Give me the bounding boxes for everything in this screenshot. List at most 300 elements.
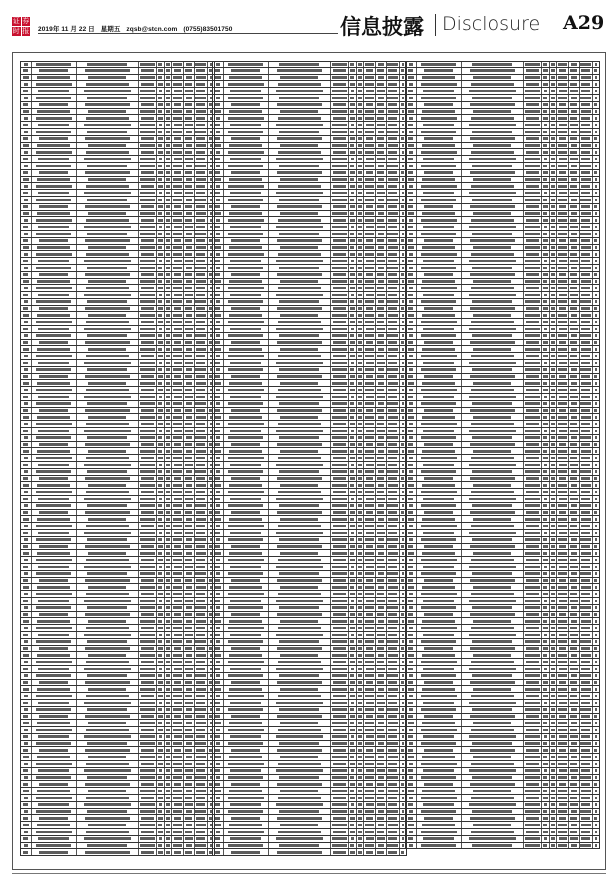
text-mark (185, 287, 192, 290)
table-cell (172, 204, 184, 210)
text-mark (388, 69, 397, 72)
text-mark (332, 165, 348, 168)
table-cell (376, 367, 387, 373)
table-cell (387, 428, 400, 434)
table-cell (165, 639, 173, 645)
table-cell (165, 292, 173, 298)
table-cell (349, 156, 357, 162)
table-row (212, 231, 407, 238)
text-mark (401, 171, 404, 174)
text-mark (215, 396, 220, 399)
text-mark (24, 300, 28, 303)
text-mark (377, 124, 385, 127)
text-mark (196, 348, 206, 351)
table-cell (32, 584, 77, 590)
table-cell (165, 775, 173, 781)
text-mark (173, 688, 182, 691)
table-cell (139, 401, 157, 407)
table-cell (364, 387, 376, 393)
text-mark (216, 763, 221, 766)
table-cell (524, 68, 542, 74)
text-mark (280, 450, 318, 453)
table-cell (32, 557, 77, 563)
text-mark (351, 294, 355, 297)
table-row (20, 333, 215, 340)
table-cell (77, 523, 139, 529)
text-mark (196, 430, 205, 433)
text-mark (215, 824, 220, 827)
table-row (20, 537, 215, 544)
table-cell (165, 564, 173, 570)
table-cell (224, 75, 269, 81)
table-cell (224, 367, 269, 373)
table-cell (21, 564, 32, 570)
text-mark (216, 97, 220, 100)
table-cell (357, 747, 365, 753)
text-mark (24, 165, 28, 168)
text-mark (24, 457, 29, 460)
table-cell (32, 319, 77, 325)
table-cell (331, 421, 349, 427)
table-cell (364, 720, 376, 726)
table-cell (269, 462, 331, 468)
table-cell (376, 530, 387, 536)
text-mark (279, 63, 319, 66)
text-mark (366, 294, 374, 297)
table-cell (32, 408, 77, 414)
text-mark (141, 307, 154, 310)
table-cell (387, 408, 400, 414)
text-mark (37, 756, 70, 759)
table-cell (213, 299, 224, 305)
table-cell (349, 482, 357, 488)
text-mark (388, 76, 398, 79)
text-mark (377, 817, 384, 820)
text-mark (215, 192, 220, 195)
table-cell (184, 659, 195, 665)
text-mark (23, 668, 28, 671)
table-cell (165, 462, 173, 468)
table-cell (213, 462, 224, 468)
table-cell (331, 265, 349, 271)
text-mark (333, 661, 346, 664)
text-mark (173, 267, 182, 270)
text-mark (277, 69, 322, 72)
table-cell (139, 265, 157, 271)
table-cell (165, 319, 173, 325)
text-mark (24, 131, 28, 134)
table-cell (157, 367, 165, 373)
text-mark (351, 803, 355, 806)
text-mark (141, 273, 154, 276)
text-mark (231, 817, 260, 820)
text-mark (402, 355, 404, 358)
table-cell (364, 306, 376, 312)
text-mark (196, 423, 204, 426)
text-mark (166, 647, 170, 650)
text-mark (24, 287, 29, 290)
text-mark (24, 695, 29, 698)
text-mark (402, 436, 404, 439)
table-cell (32, 625, 77, 631)
table-cell (139, 795, 157, 801)
text-mark (159, 769, 163, 772)
table-cell (32, 476, 77, 482)
table-cell (331, 591, 349, 597)
table-cell (157, 231, 165, 237)
text-mark (279, 97, 319, 100)
table-cell (77, 156, 139, 162)
table-cell (357, 659, 365, 665)
text-mark (216, 844, 220, 847)
text-mark (38, 396, 69, 399)
text-mark (402, 661, 404, 664)
text-mark (141, 579, 154, 582)
text-mark (402, 110, 404, 113)
table-row (20, 476, 215, 483)
text-mark (185, 69, 192, 72)
table-cell (77, 312, 139, 318)
text-mark (377, 103, 384, 106)
table-cell (213, 775, 224, 781)
text-mark (332, 484, 347, 487)
table-cell (331, 435, 349, 441)
table-row (20, 183, 215, 190)
text-mark (85, 341, 130, 344)
text-mark (166, 566, 170, 569)
table-cell (364, 353, 376, 359)
text-mark (158, 382, 162, 385)
text-mark (387, 538, 397, 541)
text-mark (358, 199, 362, 202)
table-cell (357, 251, 365, 257)
table-row (212, 394, 407, 401)
table-cell (32, 435, 77, 441)
text-mark (186, 518, 192, 521)
text-mark (279, 504, 319, 507)
table-row (20, 109, 215, 116)
table-cell (387, 455, 400, 461)
table-cell (364, 795, 376, 801)
table-cell (184, 394, 195, 400)
text-mark (174, 124, 182, 127)
table-cell (269, 727, 331, 733)
text-mark (185, 117, 192, 120)
table-row (212, 578, 407, 585)
table-cell (139, 340, 157, 346)
table-cell (195, 584, 208, 590)
table-cell (331, 843, 349, 849)
text-mark (158, 477, 163, 480)
table-cell (172, 394, 184, 400)
table-cell (269, 788, 331, 794)
text-mark (388, 423, 396, 426)
text-mark (358, 790, 363, 793)
table-cell (21, 754, 32, 760)
text-mark (85, 783, 130, 786)
table-cell (224, 81, 269, 87)
table-cell (331, 802, 349, 808)
text-mark (277, 307, 322, 310)
table-cell (165, 829, 173, 835)
text-mark (173, 348, 182, 351)
text-mark (86, 525, 128, 528)
table-cell (184, 401, 195, 407)
table-cell (269, 802, 331, 808)
table-cell (269, 618, 331, 624)
text-mark (350, 348, 354, 351)
text-mark (38, 430, 69, 433)
text-mark (186, 844, 192, 847)
table-cell (77, 476, 139, 482)
text-mark (377, 545, 384, 548)
text-mark (388, 219, 396, 222)
text-mark (85, 613, 130, 616)
table-cell (387, 224, 400, 230)
table-cell (331, 720, 349, 726)
table-row (20, 299, 215, 306)
text-mark (387, 504, 397, 507)
text-mark (36, 640, 71, 643)
text-mark (358, 844, 362, 847)
text-mark (377, 511, 384, 514)
text-mark (595, 63, 597, 66)
table-cell (21, 788, 32, 794)
text-mark (216, 831, 221, 834)
table-cell (165, 693, 173, 699)
text-mark (23, 178, 28, 181)
text-mark (166, 783, 170, 786)
table-cell (172, 149, 184, 155)
text-mark (401, 137, 404, 140)
text-mark (350, 756, 354, 759)
table-cell (172, 714, 184, 720)
text-mark (332, 450, 347, 453)
text-mark (174, 532, 182, 535)
text-mark (279, 844, 319, 847)
text-mark (159, 362, 163, 365)
table-row (212, 836, 407, 843)
table-cell (32, 489, 77, 495)
text-mark (366, 273, 374, 276)
table-cell (195, 224, 208, 230)
table-cell (139, 747, 157, 753)
text-mark (358, 742, 362, 745)
table-cell (32, 591, 77, 597)
text-mark (401, 273, 404, 276)
text-mark (365, 117, 375, 120)
table-cell (157, 632, 165, 638)
text-mark (358, 205, 362, 208)
table-cell (387, 768, 400, 774)
text-mark (350, 538, 354, 541)
table-cell (21, 258, 32, 264)
table-row (212, 781, 407, 788)
text-mark (158, 402, 162, 405)
table-cell (21, 367, 32, 373)
table-cell (224, 727, 269, 733)
table-cell (32, 795, 77, 801)
table-cell (157, 612, 165, 618)
table-cell (172, 578, 184, 584)
table-cell (331, 374, 349, 380)
text-mark (215, 851, 220, 854)
text-mark (23, 341, 28, 344)
table-cell (139, 306, 157, 312)
text-mark (196, 246, 206, 249)
table-cell (331, 245, 349, 251)
text-mark (388, 783, 397, 786)
table-cell (77, 496, 139, 502)
table-cell (331, 564, 349, 570)
table-row (212, 544, 407, 551)
table-cell (357, 353, 365, 359)
table-cell (77, 455, 139, 461)
table-cell (77, 401, 139, 407)
text-mark (36, 776, 71, 779)
table-cell (213, 673, 224, 679)
table-cell (213, 367, 224, 373)
text-mark (186, 824, 192, 827)
text-mark (195, 334, 205, 337)
table-block-2 (212, 61, 407, 856)
table-cell (32, 448, 77, 454)
table-cell (364, 374, 376, 380)
table-cell (21, 129, 32, 135)
table-row (212, 530, 407, 537)
table-cell (213, 646, 224, 652)
table-cell (32, 815, 77, 821)
table-row (212, 822, 407, 829)
text-mark (24, 389, 29, 392)
table-cell (21, 245, 32, 251)
text-mark (280, 246, 318, 249)
table-cell (349, 693, 357, 699)
text-mark (140, 464, 154, 467)
table-row (405, 61, 600, 68)
text-mark (366, 464, 374, 467)
text-mark (174, 498, 182, 501)
text-mark (196, 491, 204, 494)
table-cell (213, 741, 224, 747)
text-mark (276, 769, 323, 772)
table-cell (224, 408, 269, 414)
table-block-1 (20, 61, 215, 856)
table-cell (172, 523, 184, 529)
table-row (212, 61, 407, 68)
table-cell (32, 292, 77, 298)
table-cell (364, 177, 376, 183)
table-cell (77, 537, 139, 543)
table-cell (213, 781, 224, 787)
text-mark (158, 831, 162, 834)
text-mark (365, 416, 374, 419)
text-mark (23, 600, 28, 603)
table-cell (387, 612, 400, 618)
table-cell (213, 340, 224, 346)
text-mark (141, 491, 154, 494)
text-mark (332, 620, 347, 623)
text-mark (388, 511, 397, 514)
table-cell (387, 632, 400, 638)
text-mark (141, 763, 154, 766)
table-cell (195, 143, 208, 149)
table-cell (376, 666, 387, 672)
table-cell (139, 469, 157, 475)
text-mark (215, 586, 220, 589)
table-cell (172, 455, 184, 461)
text-mark (358, 124, 362, 127)
table-cell (331, 788, 349, 794)
text-mark (174, 341, 182, 344)
table-cell (349, 788, 357, 794)
text-mark (166, 409, 170, 412)
text-mark (140, 668, 154, 671)
table-cell (21, 265, 32, 271)
table-cell (364, 693, 376, 699)
table-row (20, 761, 215, 768)
table-cell (331, 510, 349, 516)
table-row (20, 714, 215, 721)
text-mark (351, 532, 355, 535)
table-cell (269, 523, 331, 529)
table-cell (387, 231, 400, 237)
table-cell (331, 625, 349, 631)
table-row (212, 109, 407, 116)
table-cell (213, 149, 224, 155)
text-mark (402, 552, 404, 555)
table-cell (269, 380, 331, 386)
table-cell (32, 530, 77, 536)
table-cell (357, 829, 365, 835)
table-cell (387, 68, 400, 74)
table-cell (172, 136, 184, 142)
text-mark (333, 647, 346, 650)
text-mark (87, 674, 127, 677)
table-cell (357, 510, 365, 516)
text-mark (388, 627, 396, 630)
text-mark (158, 137, 163, 140)
table-cell (77, 693, 139, 699)
text-mark (378, 552, 384, 555)
table-row (20, 693, 215, 700)
text-mark (350, 824, 354, 827)
table-cell (139, 231, 157, 237)
table-cell (195, 421, 208, 427)
table-cell (376, 265, 387, 271)
text-mark (350, 63, 354, 66)
table-row (212, 591, 407, 598)
text-mark (543, 63, 547, 66)
table-cell (21, 81, 32, 87)
table-cell (357, 584, 365, 590)
table-cell (21, 224, 32, 230)
table-cell (165, 591, 173, 597)
table-cell (157, 666, 165, 672)
text-mark (388, 634, 397, 637)
table-cell (269, 340, 331, 346)
text-mark (365, 185, 375, 188)
table-row (20, 788, 215, 795)
text-mark (140, 518, 155, 521)
table-cell (349, 265, 357, 271)
table-cell (77, 346, 139, 352)
text-mark (333, 797, 346, 800)
text-mark (332, 294, 346, 297)
table-cell (357, 646, 365, 652)
text-mark (388, 851, 397, 854)
table-cell (157, 163, 165, 169)
